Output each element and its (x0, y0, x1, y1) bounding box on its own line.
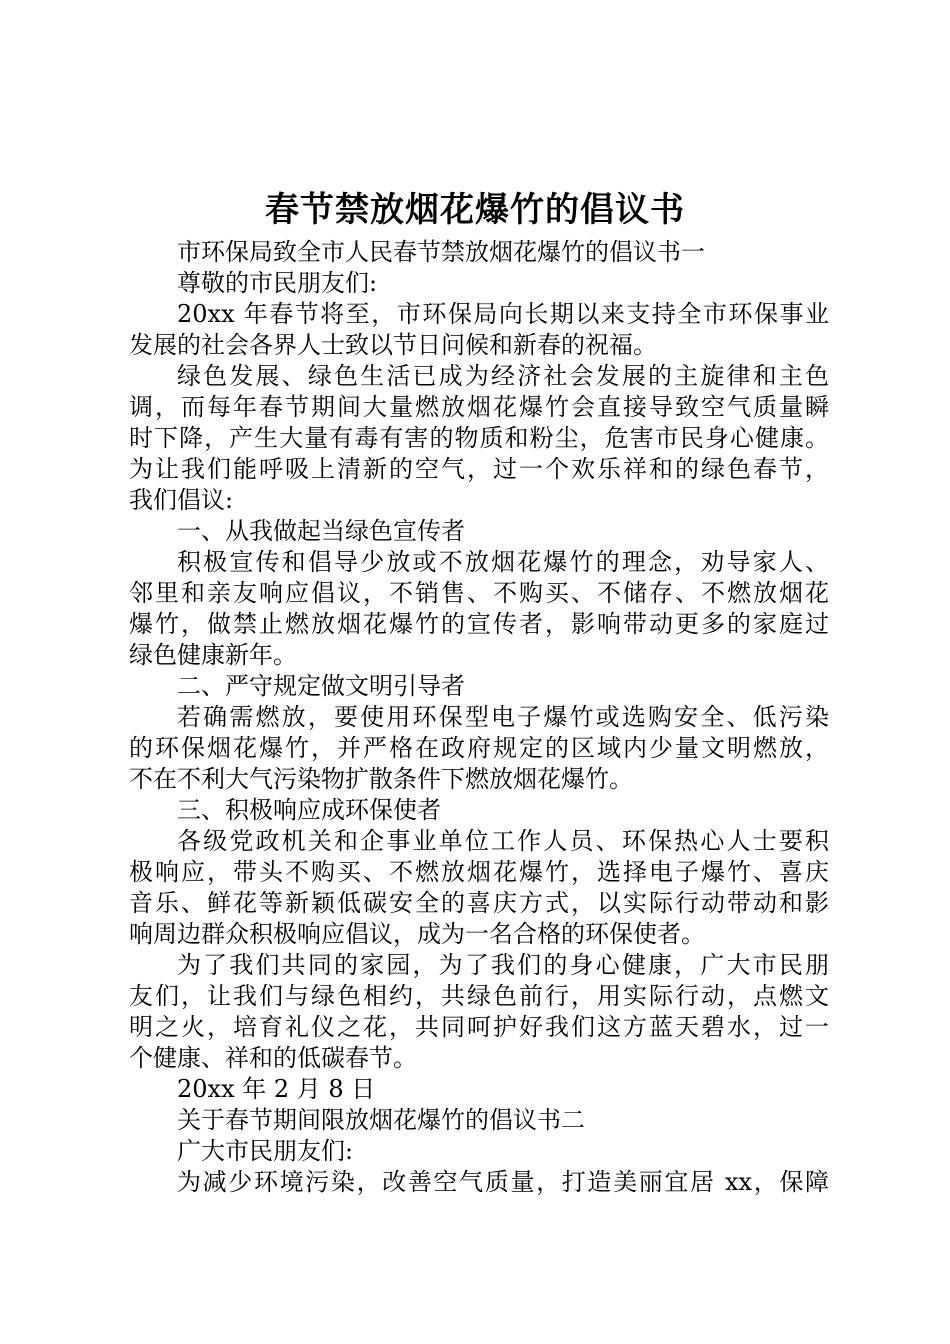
salutation-line: 尊敬的市民朋友们: (177, 269, 378, 297)
subtitle-line: 关于春节期间限放烟花爆竹的倡议书二 (177, 1106, 585, 1134)
paragraph-line: 若确需燃放，要使用环保型电子爆竹或选购安全、低污染 (177, 703, 829, 731)
paragraph-line: 我们倡议: (129, 486, 234, 514)
section-heading: 二、严守规定做文明引导者 (177, 672, 465, 700)
paragraph-line: 绿色发展、绿色生活已成为经济社会发展的主旋律和主色 (177, 362, 829, 390)
paragraph-line: 各级党政机关和企事业单位工作人员、环保热心人士要积 (177, 827, 829, 855)
paragraph-line: 音乐、鲜花等新颖低碳安全的喜庆方式，以实际行动带动和影 (129, 889, 829, 917)
paragraph-line: 时下降，产生大量有毒有害的物质和粉尘，危害市民身心健康。 (129, 424, 829, 452)
paragraph-line: 为了我们共同的家园，为了我们的身心健康，广大市民朋 (177, 951, 829, 979)
paragraph-line: 友们，让我们与绿色相约，共绿色前行，用实际行动，点燃文 (129, 982, 829, 1010)
subtitle-line: 市环保局致全市人民春节禁放烟花爆竹的倡议书一 (177, 238, 705, 266)
paragraph-line: 调，而每年春节期间大量燃放烟花爆竹会直接导致空气质量瞬 (129, 393, 829, 421)
paragraph-line: 为让我们能呼吸上清新的空气，过一个欢乐祥和的绿色春节， (129, 455, 829, 483)
date-line: 20xx 年 2 月 8 日 (177, 1075, 376, 1103)
paragraph-line: 个健康、祥和的低碳春节。 (129, 1044, 417, 1072)
section-heading: 一、从我做起当绿色宣传者 (177, 517, 465, 545)
paragraph-line: 20xx 年春节将至，市环保局向长期以来支持全市环保事业 (177, 300, 829, 328)
paragraph-line: 爆竹，做禁止燃放烟花爆竹的宣传者，影响带动更多的家庭过 (129, 610, 829, 638)
paragraph-line: 发展的社会各界人士致以节日问候和新春的祝福。 (129, 331, 657, 359)
paragraph-line: 积极宣传和倡导少放或不放烟花爆竹的理念，劝导家人、 (177, 548, 829, 576)
paragraph-line: 响周边群众积极响应倡议，成为一名合格的环保使者。 (129, 920, 705, 948)
paragraph-line: 绿色健康新年。 (129, 641, 297, 669)
salutation-line: 广大市民朋友们: (177, 1137, 354, 1165)
paragraph-line: 明之火，培育礼仪之花，共同呵护好我们这方蓝天碧水，过一 (129, 1013, 829, 1041)
paragraph-line: 邻里和亲友响应倡议，不销售、不购买、不储存、不燃放烟花 (129, 579, 829, 607)
section-heading: 三、积极响应成环保使者 (177, 796, 441, 824)
paragraph-line: 不在不利大气污染物扩散条件下燃放烟花爆竹。 (129, 765, 633, 793)
paragraph-line: 为减少环境污染，改善空气质量，打造美丽宜居 xx，保障 (177, 1168, 829, 1196)
document-body (129, 237, 829, 1198)
document-title: 春节禁放烟花爆竹的倡议书 (265, 190, 685, 230)
paragraph-line: 极响应，带头不购买、不燃放烟花爆竹，选择电子爆竹、喜庆 (129, 858, 829, 886)
paragraph-line: 的环保烟花爆竹，并严格在政府规定的区域内少量文明燃放， (129, 734, 829, 762)
